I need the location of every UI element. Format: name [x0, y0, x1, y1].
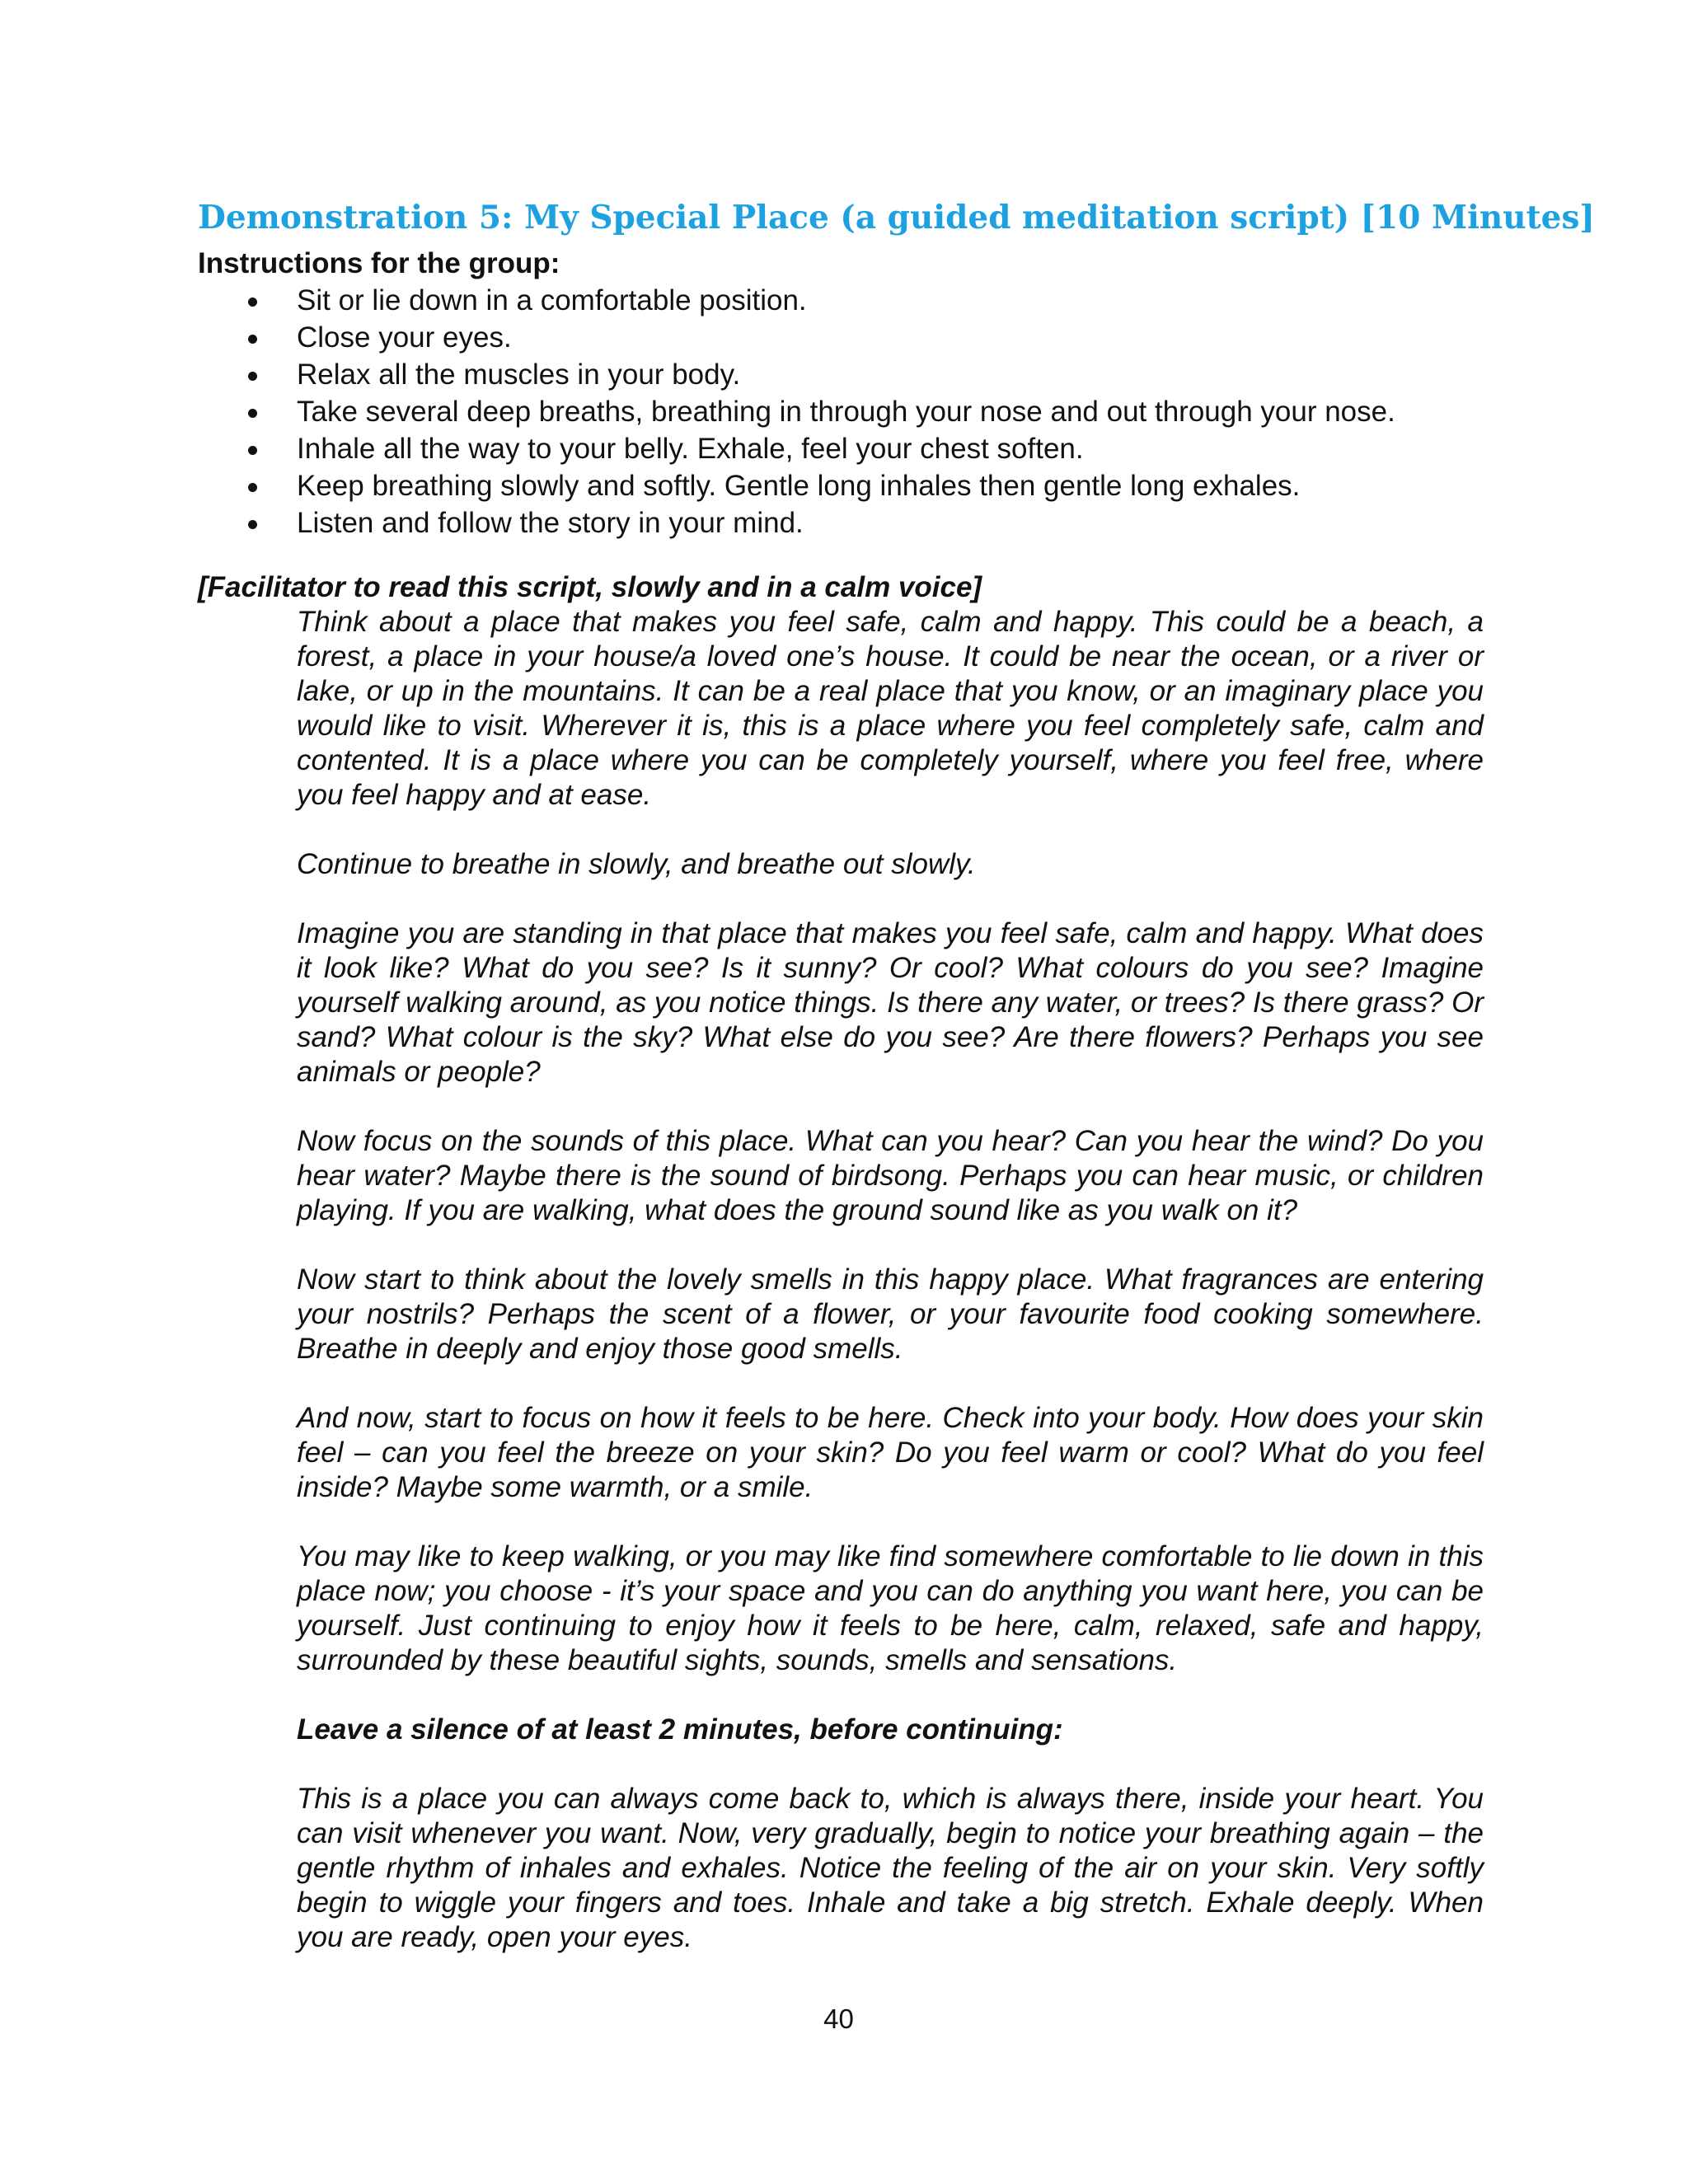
- script-paragraph: Now focus on the sounds of this place. What can you hear? Can you hear the wind? Do you hear water? Maybe there is the sound of birdsong. Perhaps you can hear music, or children playing. If you are walking, what does the ground sound like as you walk on it?: [297, 1125, 1484, 1226]
- script-paragraph: And now, start to focus on how it feels to be here. Check into your body. How does your skin feel – can you feel the breeze on your skin? Do you feel warm or cool? What do you feel inside? Maybe some warmth, or a smile.: [297, 1402, 1484, 1503]
- instructions-list: [198, 282, 1395, 541]
- silence-note: Leave a silence of at least 2 minutes, before continuing:: [297, 1713, 1063, 1746]
- list-item-text: Close your eyes.: [297, 321, 512, 354]
- script-paragraph: Continue to breathe in slowly, and breathe out slowly.: [297, 848, 976, 880]
- list-item-text: Listen and follow the story in your mind.: [297, 507, 804, 539]
- bullet-icon: [248, 335, 257, 344]
- bullet-icon: [248, 409, 257, 418]
- list-item: [198, 504, 1395, 541]
- list-item-text: Relax all the muscles in your body.: [297, 359, 741, 391]
- list-item: [198, 356, 1395, 393]
- list-item: [198, 430, 1395, 467]
- list-item: [198, 393, 1395, 430]
- page-number: 40: [823, 2004, 854, 2034]
- bullet-icon: [248, 298, 257, 307]
- closing-paragraph: This is a place you can always come back to, which is always there, inside your heart. You can visit whenever you want. Now, very gradually, begin to notice your breathing again – the gentle rhythm of inhales and exhales. Notice the feeling of the air on your skin. Very softly begin to wiggle your fingers and toes. Inhale and take a big stretch. Exhale deeply. When you are ready, open your eyes.: [297, 1783, 1484, 1953]
- list-item: [198, 467, 1395, 504]
- script-paragraph: Think about a place that makes you feel safe, calm and happy. This could be a beach, a forest, a place in your house/a loved one’s house. It could be near the ocean, or a river or lake, or up in the mountains. It can be a real place that you know, or an imaginary place you would like to visit. Wherever it is, this is a place where you feel completely safe, calm and contented. It is a place where you can be completely yourself, where you feel free, where you feel happy and at ease.: [297, 606, 1484, 811]
- facilitator-note: [Facilitator to read this script, slowly and in a calm voice]: [198, 571, 982, 603]
- list-item-text: Sit or lie down in a comfortable position.: [297, 284, 807, 316]
- list-item: [198, 319, 1395, 356]
- bullet-icon: [248, 372, 257, 381]
- bullet-icon: [248, 483, 257, 492]
- list-item: [198, 282, 1395, 319]
- meditation-script: [297, 605, 1484, 1990]
- section-heading: Demonstration 5: My Special Place (a guided meditation script) [10 Minutes]: [198, 199, 1595, 237]
- bullet-icon: [248, 446, 257, 455]
- script-paragraph: Imagine you are standing in that place that makes you feel safe, calm and happy. What does it look like? What do you see? Is it sunny? Or cool? What colours do you see? Imagine yourself walking around, as you notice things. Is there any water, or trees? Is there grass? Or sand? What colour is the sky? What else do you see? Are there flowers? Perhaps you see animals or people?: [297, 917, 1484, 1088]
- list-item-text: Take several deep breaths, breathing in through your nose and out through your nose.: [297, 396, 1395, 428]
- list-item-text: Keep breathing slowly and softly. Gentle long inhales then gentle long exhales.: [297, 470, 1301, 502]
- script-paragraph: You may like to keep walking, or you may like find somewhere comfortable to lie down in this place now; you choose - it’s your space and you can do anything you want here, you can be yourself. Just continuing to enjoy how it feels to be here, calm, relaxed, safe and happy, surrounded by these beautiful sights, sounds, smells and sensations.: [297, 1540, 1484, 1676]
- list-item-text: Inhale all the way to your belly. Exhale, feel your chest soften.: [297, 433, 1084, 465]
- instructions-title: Instructions for the group:: [198, 247, 560, 279]
- bullet-icon: [248, 520, 257, 529]
- script-paragraph: Now start to think about the lovely smells in this happy place. What fragrances are entering your nostrils? Perhaps the scent of a flower, or your favourite food cooking somewhere. Breathe in deeply and enjoy those good smells.: [297, 1263, 1484, 1365]
